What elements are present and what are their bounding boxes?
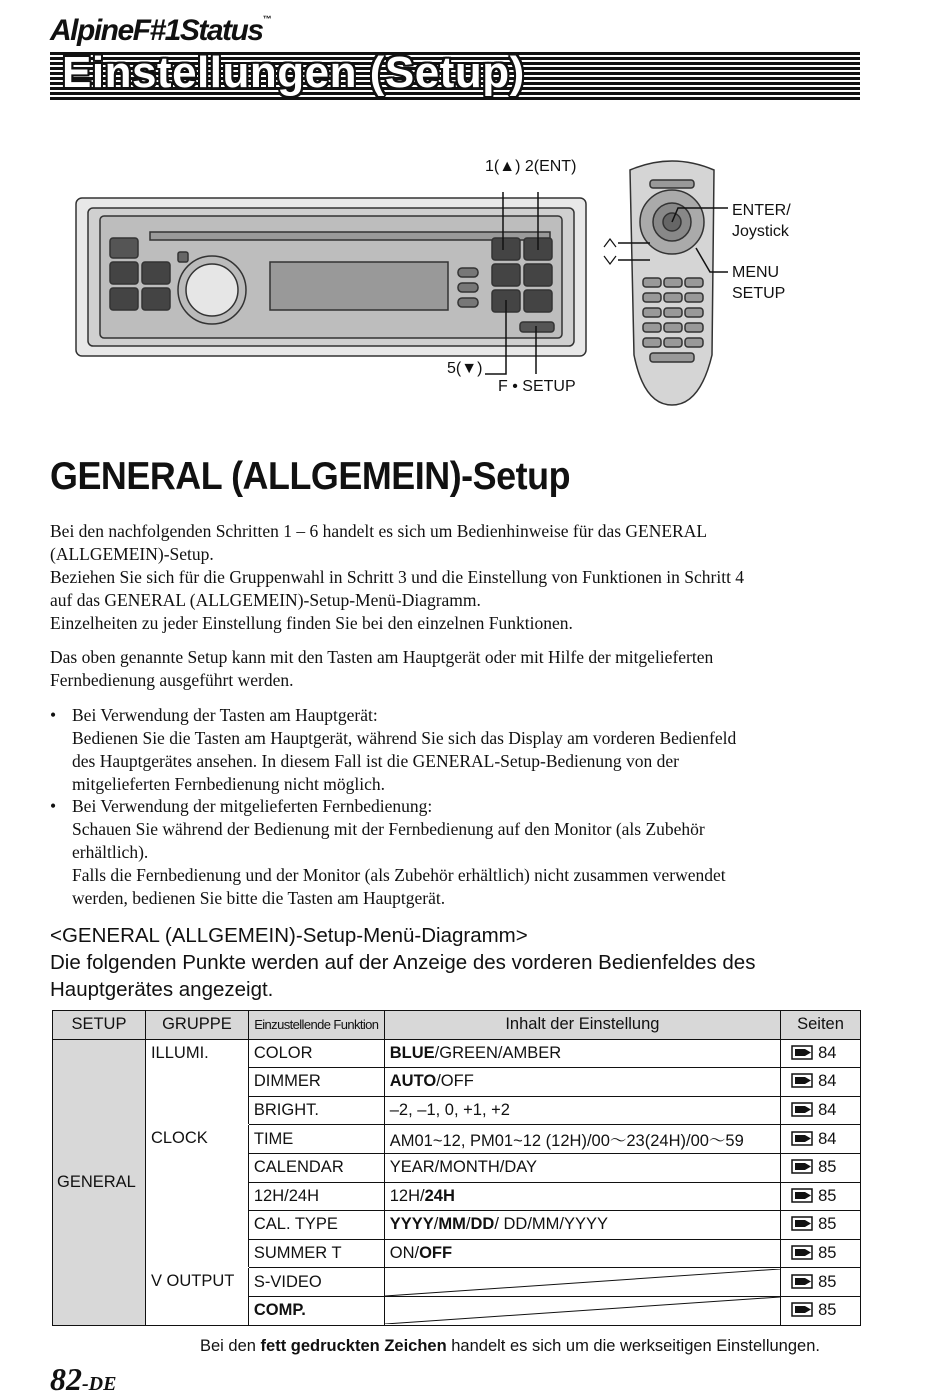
diagram-title: <GENERAL (ALLGEMEIN)-Setup-Menü-Diagramm> (50, 924, 528, 947)
function-cell: DIMMER (248, 1068, 384, 1097)
function-cell: CAL. TYPE (248, 1211, 384, 1240)
page-cell (781, 1296, 861, 1325)
bullet-remote (50, 795, 726, 910)
label-setup: SETUP (732, 285, 786, 302)
text-line: Fernbedienung ausgeführt werden. (50, 670, 294, 690)
table-row (53, 1125, 861, 1154)
page-cell (781, 1096, 861, 1125)
label-menu: MENU (732, 264, 780, 281)
function-cell: SUMMER T (248, 1239, 384, 1268)
diagram-subtitle-line: Hauptgerätes angezeigt. (50, 978, 274, 1001)
page-number: 85 (818, 1186, 837, 1205)
content-cell-not-applicable (384, 1268, 780, 1297)
content-cell (384, 1068, 780, 1097)
label-joystick: Joystick (732, 223, 789, 240)
content-cell (384, 1211, 780, 1240)
diagram-heading (50, 922, 870, 1003)
default-value: YYYY (389, 1215, 434, 1234)
page-number: 84 (818, 1072, 837, 1091)
brand-logo (50, 14, 270, 48)
title-banner (50, 48, 860, 102)
content-cell (384, 1039, 780, 1068)
page-number: 85 (818, 1244, 837, 1263)
content-cell (384, 1239, 780, 1268)
text-line: Bei Verwendung der Tasten am Hauptgerät: (72, 705, 378, 725)
option-values: ON/ (389, 1244, 420, 1263)
page-reference-icon (791, 1102, 813, 1117)
content-cell: AM01~12, PM01~12 (12H)/00〜23(24H)/00〜59 (384, 1125, 780, 1154)
content-cell (384, 1182, 780, 1211)
page-number: 85 (818, 1215, 837, 1234)
up-down-marks (604, 239, 616, 264)
footnote-post: handelt es sich um die werkseitigen Einstellungen. (446, 1337, 820, 1355)
function-cell: S-VIDEO (248, 1268, 384, 1297)
page-cell (781, 1039, 861, 1068)
default-value: BLUE (389, 1043, 435, 1062)
text-line: Bei den nachfolgenden Schritten 1 – 6 handelt es sich um Bedienhinweise für das GENERAL (50, 521, 708, 541)
separator: / (433, 1215, 439, 1234)
function-cell: BRIGHT. (248, 1096, 384, 1125)
col-header-inhalt: Inhalt der Einstellung (384, 1011, 780, 1040)
setup-menu-table (52, 1010, 861, 1326)
label-enter: ENTER/ (732, 202, 791, 219)
col-header-setup: SETUP (53, 1011, 146, 1040)
page-number: 85 (818, 1301, 837, 1320)
text-line: Falls die Fernbedienung und der Monitor (als Zubehör erhältlich) nicht zusammen verwendet (72, 865, 726, 885)
page-reference-icon (791, 1274, 813, 1289)
bullet-dot: • (50, 705, 57, 725)
footnote-bold: fett gedruckten Zeichen (260, 1337, 447, 1355)
diagonal-strike (385, 1269, 780, 1296)
page-cell (781, 1153, 861, 1182)
table-row (53, 1039, 861, 1068)
label-buttons-1-2: 1(▲) 2(ENT) (485, 158, 577, 175)
page-title: Einstellungen (Setup) (62, 48, 525, 97)
text-line: des Hauptgerätes ansehen. In diesem Fall ist die GENERAL-Setup-Bedienung von der (72, 751, 680, 771)
page-reference-icon (791, 1188, 813, 1203)
diagram-subtitle-line: Die folgenden Punkte werden auf der Anzeige des vorderen Bedienfeldes des (50, 951, 756, 974)
text-line: Das oben genannte Setup kann mit den Tasten am Hauptgerät oder mit Hilfe der mitgelieferten (50, 647, 714, 667)
option-values: /OFF (436, 1072, 474, 1091)
default-value: DD (470, 1215, 495, 1234)
page-reference-icon (791, 1159, 813, 1174)
page-number-footer (50, 1361, 116, 1398)
option-values: / DD/MM/YYYY (494, 1215, 608, 1234)
page-number-suffix: -DE (82, 1373, 117, 1395)
page-number: 85 (818, 1272, 837, 1291)
page-reference-icon (791, 1073, 813, 1088)
default-value: OFF (419, 1244, 453, 1263)
group-cell: ILLUMI. (145, 1039, 248, 1125)
label-f-setup: F • SETUP (498, 378, 576, 395)
page-number: 85 (818, 1158, 837, 1177)
text-line: Bedienen Sie die Tasten am Hauptgerät, während Sie sich das Display am vorderen Bedienfeld (72, 728, 737, 748)
separator: / (465, 1215, 471, 1234)
table-row (53, 1268, 861, 1297)
content-cell: –2, –1, 0, +1, +2 (384, 1096, 780, 1125)
brand-name: AlpineF#1Status (50, 14, 263, 47)
text-line: Einzelheiten zu jeder Einstellung finden Sie bei den einzelnen Funktionen. (50, 613, 573, 633)
text-line: erhältlich). (72, 842, 149, 862)
label-button-5: 5(▼) (447, 360, 483, 377)
function-cell: TIME (248, 1125, 384, 1154)
col-header-funktion: Einzustellende Funktion (248, 1011, 384, 1040)
page-cell (781, 1068, 861, 1097)
setup-paragraph (50, 646, 870, 692)
table-header-row (53, 1011, 861, 1040)
col-header-gruppe: GRUPPE (145, 1011, 248, 1040)
text-line: Bei Verwendung der mitgelieferten Fernbedienung: (72, 796, 433, 816)
remote-control (630, 161, 714, 405)
option-values: /GREEN/AMBER (434, 1043, 562, 1062)
function-cell: COLOR (248, 1039, 384, 1068)
text-line: werden, bedienen Sie bitte die Tasten am Hauptgerät. (72, 888, 446, 908)
diagonal-strike (385, 1297, 780, 1324)
page-number-value: 82 (50, 1361, 82, 1397)
page-number: 84 (818, 1043, 837, 1062)
page-reference-icon (791, 1131, 813, 1146)
text-line: Beziehen Sie sich für die Gruppenwahl in Schritt 3 und die Einstellung von Funktionen in Schritt 4 (50, 567, 745, 587)
option-values: 12H/ (389, 1186, 425, 1205)
default-value: MM (438, 1215, 466, 1234)
head-unit (76, 198, 586, 356)
text-line: (ALLGEMEIN)-Setup. (50, 544, 214, 564)
page-reference-icon (791, 1045, 813, 1060)
page-cell (781, 1268, 861, 1297)
function-cell: CALENDAR (248, 1153, 384, 1182)
device-figure (60, 150, 870, 410)
text-line: Schauen Sie während der Bedienung mit der Fernbedienung auf den Monitor (als Zubehör (72, 819, 705, 839)
function-cell: 12H/24H (248, 1182, 384, 1211)
page-reference-icon (791, 1302, 813, 1317)
footnote (200, 1337, 820, 1356)
col-header-seiten: Seiten (781, 1011, 861, 1040)
content-cell-not-applicable (384, 1296, 780, 1325)
text-line: mitgelieferten Fernbedienung nicht möglich. (72, 774, 385, 794)
section-heading: GENERAL (ALLGEMEIN)-Setup (50, 455, 571, 498)
page-number: 84 (818, 1101, 837, 1120)
default-value: 24H (424, 1186, 455, 1205)
bullet-main-unit (50, 704, 737, 796)
page-reference-icon (791, 1245, 813, 1260)
text-line: auf das GENERAL (ALLGEMEIN)-Setup-Menü-Diagramm. (50, 590, 481, 610)
intro-paragraph (50, 520, 870, 635)
page-reference-icon (791, 1216, 813, 1231)
page-cell (781, 1211, 861, 1240)
page-number: 84 (818, 1129, 837, 1148)
function-cell: COMP. (248, 1296, 384, 1325)
group-cell: V OUTPUT (145, 1268, 248, 1325)
setup-cell: GENERAL (53, 1039, 146, 1325)
trademark-mark: ™ (262, 14, 271, 24)
content-cell: YEAR/MONTH/DAY (384, 1153, 780, 1182)
group-cell: CLOCK (145, 1125, 248, 1268)
page-cell (781, 1239, 861, 1268)
bullet-dot: • (50, 796, 57, 816)
page-cell (781, 1182, 861, 1211)
footnote-pre: Bei den (200, 1337, 261, 1355)
page-cell (781, 1125, 861, 1154)
default-value: AUTO (389, 1072, 437, 1091)
